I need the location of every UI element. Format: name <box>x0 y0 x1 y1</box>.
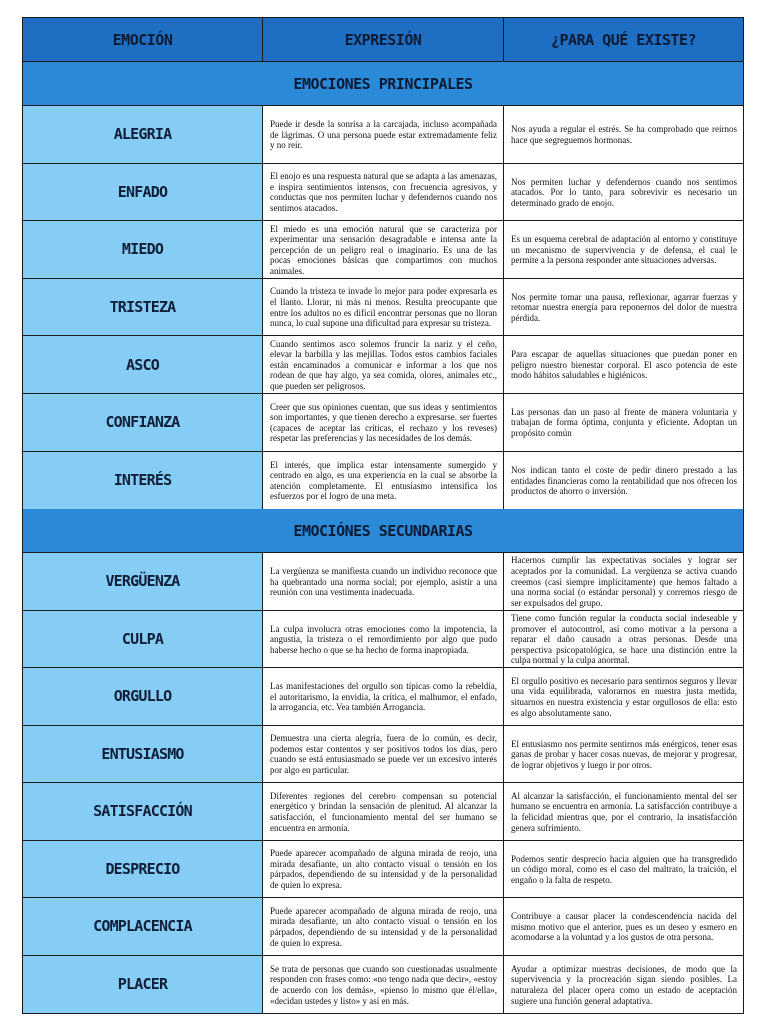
purpose-text: Contribuye a causar placer la condescendencia nacida del mismo motivo que el anterior, pues es un deseo y esmero en acomodarse a la voluntad y a los gustos de otra persona. <box>511 911 737 943</box>
purpose-text: Nos permite tomar una pausa, reflexionar, agarrar fuerzas y retomar nuestra energía para reponernos del dolor de nuestra pérdida. <box>511 291 737 323</box>
purpose-cell <box>504 726 743 783</box>
expression-cell <box>263 553 504 610</box>
purpose-text: Nos ayuda a regular el estrés. Se ha comprobado que reírnos hace que segreguemos hormonas. <box>511 124 737 145</box>
expression-cell <box>263 164 504 221</box>
emotion-name: VERGÜENZA <box>23 553 263 610</box>
expression-cell <box>263 279 504 336</box>
table-header <box>23 18 743 62</box>
table-row <box>23 726 743 784</box>
purpose-text: Nos permiten luchar y defendernos cuando nos sentimos atacados. Por lo tanto, para sobrevivir es necesario un determinado grado de enojo. <box>511 176 737 208</box>
expression-cell <box>263 898 504 955</box>
purpose-text: Podemos sentir desprecio hacia alguien que ha transgredido un código moral, como es el caso del maltrato, la traición, el engaño o la falta de respeto. <box>511 853 737 885</box>
purpose-cell <box>504 898 743 955</box>
expression-cell <box>263 452 504 510</box>
expression-text: Cuando la tristeza te invade lo mejor para poder expresarla es el llanto. Llorar, ni más ni menos. Resulta preocupante que entre los adultos no es difícil encontrar personas que no lloran nunca, lo cual supone una dificultad para expresar su tristeza. <box>270 286 497 329</box>
emotion-name: INTERÉS <box>23 452 263 510</box>
expression-text: Se trata de personas que cuando son cuestionadas usualmente responden con frases como: «no tengo nada que decir», «estoy de acuerdo con los demás», «pienso lo mismo que él/ella», «decidan ustedes y listo» y así en más. <box>270 963 497 1006</box>
purpose-cell <box>504 394 743 451</box>
purpose-cell <box>504 956 743 1014</box>
purpose-text: Hacernos cumplir las expectativas sociales y lograr ser aceptados por la comunidad. La vergüenza se activa cuando creemos (casi siempre implícitamente) que hemos faltado a una norma social (o estándar personal) y corremos riesgo de ser expulsados del grupo. <box>511 555 737 608</box>
section-secondary-title: EMOCIÓNES SECUNDARIAS <box>23 509 743 553</box>
purpose-text: Ayudar a optimizar nuestras decisiones, de modo que la supervivencia y la procreación sigan siendo posibles. La naturaleza del placer opera como un estado de aceptación sugiere una función general adaptativa. <box>511 963 737 1006</box>
expression-text: Puede aparecer acompañado de alguna mirada de reojo, una mirada desafiante, un alto contacto visual o tensión en los párpados, dependiendo de su intensidad y de la personalidad de quien lo expresa. <box>270 905 497 948</box>
expression-cell <box>263 394 504 451</box>
expression-text: Las manifestaciones del orgullo son típicas como la rebeldía, el autoritarismo, la envidia, la crítica, el malhumor, el enfado, la arrogancia, etc. Vea también Arrogancia. <box>270 681 497 713</box>
expression-text: Diferentes regiones del cerebro compensan su potencial energético y brindan la sensación de plenitud. Al alcanzar la satisfacción, el funcionamiento mental del ser humano se encuentra en armonía. <box>270 790 497 833</box>
table-row <box>23 553 743 611</box>
purpose-cell <box>504 279 743 336</box>
purpose-cell <box>504 553 743 610</box>
emotion-name: DESPRECIO <box>23 841 263 898</box>
expression-cell <box>263 106 504 163</box>
expression-text: Demuestra una cierta alegría, fuera de lo común, es decir, podemos estar contentos y ser positivos todos los días, pero cuando se está entusiasmado se puede ver un excesivo interés por algo en particular. <box>270 733 497 775</box>
header-purpose: ¿PARA QUÉ EXISTE? <box>550 30 697 49</box>
table-row <box>23 783 743 841</box>
section-primary-title: EMOCIONES PRINCIPALES <box>23 62 743 106</box>
emotion-name: COMPLACENCIA <box>23 898 263 955</box>
table-row <box>23 611 743 669</box>
purpose-text: El entusiasmo nos permite sentirnos más enérgicos, tener esas ganas de probar y hacer cosas nuevas, de mejorar y progresar, de lograr objetivos y luego ir por otros. <box>511 738 737 770</box>
purpose-cell <box>504 668 743 725</box>
emotion-name: PLACER <box>23 956 263 1014</box>
emotions-table <box>22 17 744 1014</box>
table-row <box>23 394 743 452</box>
expression-text: La culpa involucra otras emociones como la impotencia, la angustia, la tristeza o el remordimiento por algo que pudo haberse hecho o que se ha hecho de forma inapropiada. <box>270 623 497 655</box>
table-row <box>23 668 743 726</box>
emotion-name: TRISTEZA <box>23 279 263 336</box>
emotion-name: CONFIANZA <box>23 394 263 451</box>
emotion-name: ENTUSIASMO <box>23 726 263 783</box>
purpose-text: Nos indican tanto el coste de pedir dinero prestado a las entidades financieras como la rentabilidad que nos ofrecen los productos de ahorro o inversión. <box>511 464 737 497</box>
purpose-cell <box>504 611 743 668</box>
emotion-name: ASCO <box>23 336 263 393</box>
table-row <box>23 164 743 222</box>
expression-text: El enojo es una respuesta natural que se adapta a las amenazas, e inspira sentimientos intensos, con frecuencia agresivos, y conductas que nos permiten luchar y defendernos cuando nos sentimos atacados. <box>270 171 497 213</box>
expression-text: Puede aparecer acompañado de alguna mirada de reojo, una mirada desafiante, un alto contacto visual o tensión en los párpados, dependiendo de su intensidad y de la personalidad de quien lo expresa. <box>270 848 497 890</box>
table-row <box>23 221 743 279</box>
purpose-text: Las personas dan un paso al frente de manera voluntaria y trabajan de forma óptima, conjunta y eficiente. Adoptan un propósito común <box>511 406 737 439</box>
purpose-cell <box>504 841 743 898</box>
table-row <box>23 279 743 337</box>
expression-text: La vergüenza se manifiesta cuando un individuo reconoce que ha quebrantado una norma social; por ejemplo, asistir a una reunión con una vestimenta inadecuada. <box>270 566 497 598</box>
expression-cell <box>263 726 504 783</box>
expression-text: El interés, que implica estar intensamente sumergido y centrado en algo, es una experiencia en la cual se absorbe la atención completamente. El entusiasmo intensifica los esfuerzos por el logro de una meta. <box>270 459 497 502</box>
purpose-text: Es un esquema cerebral de adaptación al entorno y constituye un mecanismo de supervivencia y de defensa, el cual le permite a la persona responder ante situaciones adversas. <box>511 234 737 266</box>
expression-cell <box>263 336 504 393</box>
emotion-name: ORGULLO <box>23 668 263 725</box>
table-row <box>23 898 743 956</box>
primary-emotions <box>23 106 743 509</box>
emotion-name: MIEDO <box>23 221 263 278</box>
emotion-name: ENFADO <box>23 164 263 221</box>
emotion-name: ALEGRIA <box>23 106 263 163</box>
secondary-emotions <box>23 553 743 1013</box>
table-row <box>23 336 743 394</box>
purpose-cell <box>504 783 743 840</box>
expression-text: El miedo es una emoción natural que se caracteriza por experimentar una sensación desagradable e intensa ante la percepción de un peligro real o imaginario. Es una de las pocas emociones básicas que compartimos con muchos animales. <box>270 223 497 276</box>
purpose-cell <box>504 452 743 510</box>
header-emotion: EMOCIÓN <box>23 18 263 61</box>
purpose-text: Tiene como función regular la conducta social indeseable y promover el autocontrol, así como motivar a la persona a reparar el daño causado a otras personas. Desde una perspectiva psicopatológica, se hace una distinción entre la culpa normal y la culpa anormal. <box>511 612 737 666</box>
table-row <box>23 956 743 1014</box>
purpose-cell <box>504 164 743 221</box>
expression-cell <box>263 841 504 898</box>
purpose-text: Para escapar de aquellas situaciones que puedan poner en peligro nuestro bienestar corporal. El asco potencia de este modo hábitos saludables e higiénicos. <box>511 349 737 381</box>
expression-text: Puede ir desde la sonrisa a la carcajada, incluso acompañada de lágrimas. O una persona puede estar extremadamente feliz y no reír. <box>270 118 497 151</box>
purpose-cell <box>504 221 743 278</box>
expression-cell <box>263 611 504 668</box>
table-row <box>23 452 743 510</box>
emotion-name: SATISFACCIÓN <box>23 783 263 840</box>
table-row <box>23 106 743 164</box>
header-expression: EXPRESIÓN <box>263 18 504 61</box>
expression-text: Creer que sus opiniones cuentan, que sus ideas y sentimientos son importantes, y que tienen derecho a expresarse. ser fuertes (capaces de aceptar las críticas, el rechazo y los reveses) respetar las preferencias y las necesidades de los demás. <box>270 401 497 444</box>
purpose-text: Al alcanzar la satisfacción, el funcionamiento mental del ser humano se encuentra en armonía. La satisfacción contribuye a la felicidad mientras que, por el contrario, la insatisfacción genera sufrimiento. <box>511 790 737 833</box>
emotion-name: CULPA <box>23 611 263 668</box>
expression-cell <box>263 956 504 1014</box>
expression-cell <box>263 783 504 840</box>
purpose-cell <box>504 106 743 163</box>
table-row <box>23 841 743 899</box>
purpose-cell <box>504 336 743 393</box>
expression-text: Cuando sentimos asco solemos fruncir la nariz y el ceño, elevar la barbilla y las mejillas. Todos estos cambios faciales están encaminados a comunicar e informar a los que nos rodean de que hay algo, ya sea comida, olores, animales etc., que pueden ser peligrosos. <box>270 338 497 392</box>
expression-cell <box>263 221 504 278</box>
purpose-text: El orgullo positivo es necesario para sentirnos seguros y llevar una vida equilibrada, valorarnos en nuestra justa medida, situarnos en nuestra existencia y estar orgullosos de ella: esto es algo absolutamente sano. <box>511 675 737 718</box>
expression-cell <box>263 668 504 725</box>
